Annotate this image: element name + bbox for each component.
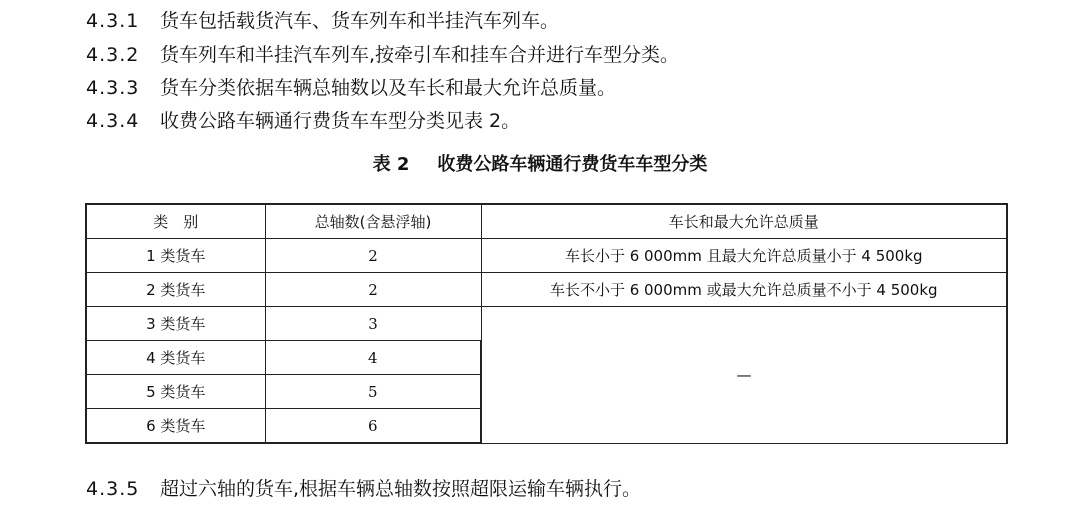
criteria-merged-cell: — (481, 307, 1007, 444)
table-number: 表 2 (372, 154, 410, 175)
clause-4-3-3 (86, 73, 616, 103)
clause-text: 货车分类依据车辆总轴数以及车长和最大允许总质量。 (160, 77, 617, 99)
clause-4-3-4 (86, 106, 520, 136)
category-cell: 5 类货车 (86, 375, 265, 409)
table-header-row (86, 204, 1007, 239)
clause-text: 超过六轴的货车,根据车辆总轴数按照超限运输车辆执行。 (160, 478, 642, 500)
header-category: 类 别 (86, 204, 265, 239)
table-row (86, 239, 1007, 273)
clause-number: 4.3.5 (86, 478, 140, 500)
category-cell: 1 类货车 (86, 239, 265, 273)
clause-4-3-1 (86, 6, 559, 36)
clause-text: 货车列车和半挂汽车列车,按牵引车和挂车合并进行车型分类。 (160, 44, 680, 66)
clause-text: 货车包括载货汽车、货车列车和半挂汽车列车。 (160, 10, 560, 32)
table-title: 收费公路车辆通行费货车车型分类 (437, 154, 708, 175)
axles-cell: 3 (265, 307, 481, 341)
axles-cell: 5 (265, 375, 481, 409)
table-row (86, 307, 1007, 341)
axles-cell: 2 (265, 239, 481, 273)
category-cell: 3 类货车 (86, 307, 265, 341)
clause-text: 收费公路车辆通行费货车车型分类见表 2。 (160, 110, 521, 132)
criteria-cell: 车长小于 6 000mm 且最大允许总质量小于 4 500kg (481, 239, 1007, 273)
clause-number: 4.3.4 (86, 110, 140, 132)
header-criteria: 车长和最大允许总质量 (481, 204, 1007, 239)
table-row (86, 273, 1007, 307)
clause-4-3-2 (86, 40, 679, 70)
clause-number: 4.3.2 (86, 44, 140, 66)
clause-number: 4.3.1 (86, 10, 140, 32)
category-cell: 6 类货车 (86, 409, 265, 444)
axles-cell: 6 (265, 409, 481, 444)
clause-4-3-5 (86, 474, 641, 504)
truck-classification-table (85, 203, 1008, 444)
criteria-cell: 车长不小于 6 000mm 或最大允许总质量不小于 4 500kg (481, 273, 1007, 307)
header-axles: 总轴数(含悬浮轴) (265, 204, 481, 239)
table-caption (0, 151, 1080, 179)
axles-cell: 2 (265, 273, 481, 307)
category-cell: 2 类货车 (86, 273, 265, 307)
clause-number: 4.3.3 (86, 77, 140, 99)
category-cell: 4 类货车 (86, 341, 265, 375)
axles-cell: 4 (265, 341, 481, 375)
